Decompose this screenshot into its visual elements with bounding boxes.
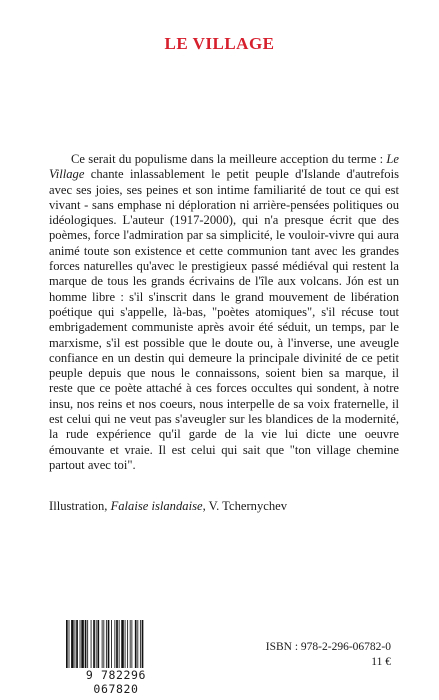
price: 11 €	[371, 656, 391, 668]
barcode	[60, 620, 172, 696]
book-title: LE VILLAGE	[164, 34, 275, 53]
credit-prefix: Illustration,	[49, 499, 111, 513]
back-cover-blurb	[49, 152, 399, 473]
blurb-intro: Ce serait du populisme dans la meilleure acception du terme :	[71, 152, 387, 166]
illustration-credit	[49, 499, 409, 514]
isbn-number: ISBN : 978-2-296-06782-0	[265, 641, 391, 653]
credit-work-title: Falaise islandaise	[110, 499, 203, 513]
credit-suffix: , V. Tchernychev	[202, 499, 288, 513]
blurb-body: chante inlassablement le petit peuple d'Islande d'autrefois avec ses joies, ses peines et son intime familiarité de tout ce qui est vivant - sans emphase ni déploration ni arrière-pensées politiques ou idéologiques. L'auteur (1917-2000), qui n'a presque écrit que des poèmes, force l'admiration par sa simplicité, le vouloir-vivre qui aura animé toute son existence et cette communion tant avec les grandes forces naturelles qu'avec le prestigieux passé médiéval qui restent la marque de tous les grands écrivains de l'île aux volcans. Jón est un homme libre : s'il s'inscrit dans le grand mouvement de libération poétique qui s'appelle, là-bas, "poètes atomiques", s'il récuse tout embrigadement communiste après avoir été séduit, un temps, par le marxisme, s'il est possible que le doute ou, à l'inverse, une aveugle confiance en un destin qui demeure la principale divinité de ce petit peuple depuis que nous le connaissons, soient bien sa marque, il reste que ce poète attaché à ces forces occultes qui sondent, à notre insu, nos reins et nos coeurs, nous interpelle de sa voix fraternelle, il est celui qui ne veut pas s'aveugler sur les blandices de la modernité, la rude expérience qu'il garde de la vie lui dicte une oeuvre émouvante et vraie. Il est celui qui sait que "ton village chemine partout avec toi".	[49, 167, 399, 472]
blurb-book-title: Le Village	[49, 152, 399, 182]
barcode-digits: 9 782296 067820	[60, 668, 172, 696]
barcode-bars	[60, 620, 172, 670]
